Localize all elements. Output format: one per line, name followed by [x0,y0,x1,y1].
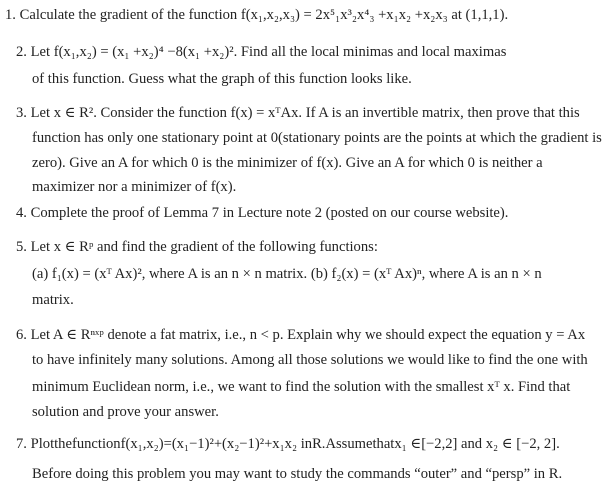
problem-2-line-1: Let f(x₁,x₂) = (x₁ +x₂)⁴ −8(x₁ +x₂)². Find all the local minimas and local maximas [30,44,507,60]
problem-3-number: 3. [16,105,27,121]
problem-3-line-3: zero). Give an A for which 0 is the minimizer of f(x). Give an A for which 0 is neither a [32,155,543,171]
problem-7-line-2: Before doing this problem you may want to study the commands “outer” and “persp” in R. [32,466,563,482]
problem-4-line-1: Complete the proof of Lemma 7 in Lecture note 2 (posted on our course website). [30,205,509,221]
problem-3-line-2: function has only one stationary point at 0(stationary points are the points at which the gradient is [32,130,602,146]
problem-5-number: 5. [16,239,27,255]
problem-6-line-4: solution and prove your answer. [32,404,219,420]
problem-5-line-2: (a) f₁(x) = (xᵀ Ax)², where A is an n × n matrix. (b) f₂(x) = (xᵀ Ax)ⁿ, where A is an n × n [32,266,542,282]
problem-6-line-1: Let A ∈ Rⁿˣᵖ denote a fat matrix, i.e., n < p. Explain why we should expect the equation y = Ax [30,327,586,343]
problem-1-line-1: Calculate the gradient of the function f(x₁,x₂,x₃) = 2x⁵₁x³₂x⁴₃ +x₁x₂ +x₂x₃ at (1,1,1). [19,7,509,23]
problem-3 [16,103,608,123]
problem-6-number: 6. [16,327,27,343]
problem-1 [5,5,608,25]
problem-2-number: 2. [16,44,27,60]
problem-7-number: 7. [16,436,27,452]
problem-1-number: 1. [5,7,16,23]
problem-2-line-2: of this function. Guess what the graph of this function looks like. [32,71,412,87]
problem-2 [16,42,608,62]
problem-6 [16,325,608,345]
problem-6-line-2: to have infinitely many solutions. Among all those solutions we would like to find the one with [32,352,588,368]
problem-4-number: 4. [16,205,27,221]
problem-4 [16,203,608,223]
problem-5-line-3: matrix. [32,292,74,308]
problem-7 [16,434,608,454]
problem-5-line-1: Let x ∈ Rᵖ and find the gradient of the following functions: [30,239,378,255]
problem-3-line-4: maximizer nor a minimizer of f(x). [32,179,237,195]
problem-5 [16,237,608,257]
problem-7-line-1: Plotthefunctionf(x₁,x₂)=(x₁−1)²+(x₂−1)²+x₁x₂ inR.Assumethatx₁ ∈[−2,2] and x₂ ∈ [−2, 2]. [30,436,560,452]
problem-6-line-3: minimum Euclidean norm, i.e., we want to find the solution with the smallest xᵀ x. Find that [32,379,571,395]
problem-3-line-1: Let x ∈ R². Consider the function f(x) = xᵀAx. If A is an invertible matrix, then prove that this [30,105,580,121]
